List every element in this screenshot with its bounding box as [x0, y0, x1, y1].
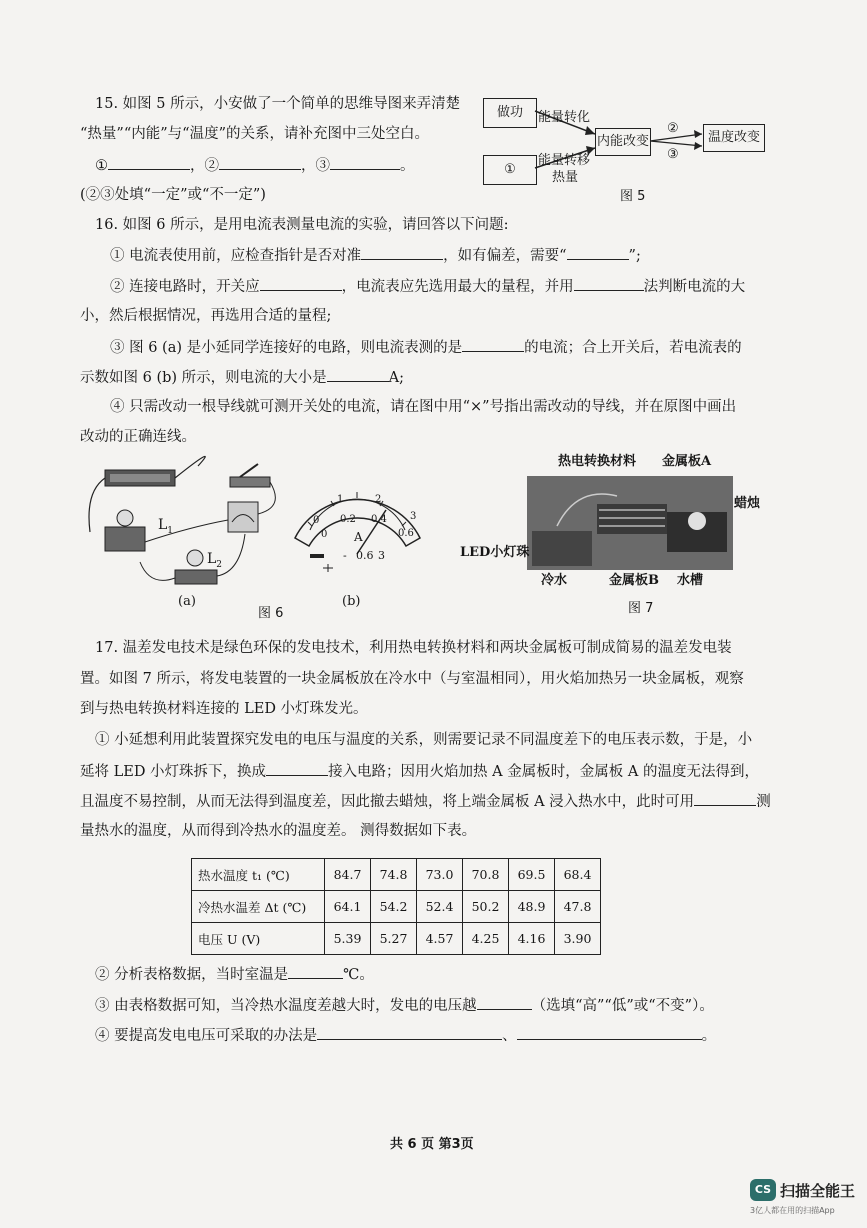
meter-unit: A — [354, 530, 363, 544]
q17-p1-text2: 接入电路；因用火焰加热 A 金属板时，金属板 A 的温度无法得到， — [328, 764, 759, 780]
table-cell: 4.16 — [509, 923, 555, 955]
table-row-label: 冷热水温差 Δt (℃) — [192, 891, 325, 923]
figure6-caption: 图 6 — [258, 606, 284, 621]
meter-bottom-02: 0.2 — [340, 514, 356, 525]
answer-blank[interactable] — [330, 155, 400, 170]
table-cell: 5.39 — [325, 923, 371, 955]
answer-blank[interactable] — [567, 245, 629, 260]
q17-part1: ① 小延想利用此装置探究发电的电压与温度的关系，则需要记录不同温度差下的电压表示数，于是，小 — [95, 732, 753, 748]
watermark-name: 扫描全能王 — [780, 1182, 856, 1200]
answer-blank[interactable] — [477, 995, 532, 1010]
q16-part2 — [110, 276, 745, 297]
table-cell: 73.0 — [417, 859, 463, 891]
q16-part3-cont — [80, 367, 404, 388]
watermark-sub: 3亿人都在用的扫描App — [750, 1206, 835, 1215]
label-L2: $L_2$ — [207, 551, 223, 570]
data-table — [191, 858, 601, 955]
table-row — [192, 891, 601, 923]
label-candle: 蜡烛 — [734, 496, 761, 511]
q17-p2-text: ② 分析表格数据，当时室温是 — [95, 967, 289, 983]
terminal-3: 3 — [378, 549, 385, 562]
answer-blank[interactable] — [517, 1025, 702, 1040]
box-blank1: ① — [483, 155, 537, 185]
answer-blank[interactable] — [266, 761, 328, 776]
table-cell: 84.7 — [325, 859, 371, 891]
label-reliang: 热量 — [552, 170, 579, 185]
q16-part1 — [110, 245, 641, 266]
answer-blank[interactable] — [288, 964, 343, 979]
box-wendu: 温度改变 — [703, 124, 765, 152]
table-cell: 70.8 — [463, 859, 509, 891]
meter-top-0: 0 — [313, 515, 320, 526]
q16-p3-text2: 的电流；合上开关后，若电流表的 — [524, 340, 742, 356]
q17-part1-cont3: 量热水的温度，从而得到冷热水的温度差。 测得数据如下表。 — [80, 823, 477, 839]
page-footer: 共 6 页 第3页 — [390, 1137, 474, 1152]
q16-part4: ④ 只需改动一根导线就可测开关处的电流，请在图中用“×”号指出需改动的导线，并在原图中画出 — [110, 399, 737, 415]
q17-part1-cont — [80, 761, 759, 782]
terminal-06: 0.6 — [356, 549, 374, 562]
label-b: (b) — [342, 594, 361, 609]
scanner-watermark — [746, 1175, 856, 1219]
figure5-caption: 图 5 — [620, 189, 646, 204]
q17-line1: 17. 温差发电技术是绿色环保的发电技术，利用热电转换材料和两块金属板可制成简易的温差发电装 — [95, 640, 732, 656]
meter-bottom-06: 0.6 — [398, 528, 414, 539]
answer-blank[interactable] — [361, 245, 443, 260]
q15-blank2-label: ，② — [190, 158, 219, 174]
box-zuogong: 做功 — [483, 98, 537, 128]
box-neineng: 内能改变 — [595, 128, 651, 156]
q17-line2: 置。如图 7 所示，将发电装置的一块金属板放在冷水中（与室温相同），用火焰加热另一块金属板，观察 — [80, 671, 744, 687]
q17-p4-sep: 、 — [502, 1028, 517, 1044]
label-zhuanhua: 能量转化 — [538, 110, 591, 125]
figure7-caption: 图 7 — [628, 601, 654, 616]
table-cell: 74.8 — [371, 859, 417, 891]
q15-blank3-label: ，③ — [301, 158, 330, 174]
meter-top-3: 3 — [410, 511, 417, 522]
table-cell: 4.25 — [463, 923, 509, 955]
q16-p2-text3: 法判断电流的大 — [643, 279, 746, 295]
thermoelectric-photo — [527, 476, 733, 570]
q17-p3-text: ③ 由表格数据可知，当冷热水温度差越大时，发电的电压越 — [95, 998, 477, 1014]
meter-bottom-0: 0 — [321, 529, 328, 540]
q16-part3 — [110, 337, 742, 358]
table-cell: 47.8 — [555, 891, 601, 923]
q15-blank1-label: ① — [95, 158, 108, 174]
label-circle3: ③ — [667, 147, 679, 162]
q16-p1-end: ”; — [628, 248, 641, 264]
q16-p3-text: ③ 图 6 (a) 是小延同学连接好的电路，则电流表测的是 — [110, 340, 463, 356]
table-cell: 64.1 — [325, 891, 371, 923]
label-tank: 水槽 — [677, 573, 704, 588]
label-plateB: 金属板B — [609, 573, 659, 588]
q16-p2-text2: ，电流表应先选用最大的量程，并用 — [341, 279, 574, 295]
table-row — [192, 923, 601, 955]
q17-p2-end: ℃。 — [343, 967, 374, 983]
meter-top-2: 2 — [375, 494, 382, 505]
answer-blank[interactable] — [462, 337, 524, 352]
table-cell: 52.4 — [417, 891, 463, 923]
q16-p1-text2: ，如有偏差，需要“ — [443, 248, 567, 264]
q17-line3: 到与热电转换材料连接的 LED 小灯珠发光。 — [80, 701, 368, 717]
label-led: LED小灯珠 — [460, 545, 530, 560]
label-cold: 冷水 — [541, 573, 568, 588]
q17-p4-end: 。 — [701, 1028, 717, 1044]
table-cell: 50.2 — [463, 891, 509, 923]
q17-part2 — [95, 964, 374, 985]
q16-p3-end: A; — [388, 370, 405, 386]
table-cell: 48.9 — [509, 891, 555, 923]
label-a: (a) — [178, 594, 196, 609]
label-material: 热电转换材料 — [558, 454, 637, 469]
table-cell: 54.2 — [371, 891, 417, 923]
q15-note: (②③处填“一定”或“不一定”) — [80, 187, 266, 203]
table-cell: 68.4 — [555, 859, 601, 891]
q16-p3-text3: 示数如图 6 (b) 所示，则电流的大小是 — [80, 370, 327, 386]
q17-p3-end: （选填“高”“低”或“不变”）。 — [531, 998, 714, 1014]
q17-p1-text3: 且温度不易控制，从而无法得到温度差，因此撤去蜡烛，将上端金属板 A 浸入热水中，此时可用 — [80, 794, 695, 810]
answer-blank[interactable] — [108, 155, 190, 170]
q17-p4-text: ④ 要提高发电电压可采取的办法是 — [95, 1028, 318, 1044]
table-cell: 69.5 — [509, 859, 555, 891]
q17-part4 — [95, 1025, 716, 1046]
answer-blank[interactable] — [574, 276, 644, 291]
q17-p1-text: 延将 LED 小灯珠拆下，换成 — [80, 764, 267, 780]
table-row-label: 热水温度 t₁ (℃) — [192, 859, 325, 891]
circuit-drawing[interactable] — [80, 452, 300, 602]
q15-blanks — [95, 155, 415, 176]
q17-p1-text4: 测 — [756, 794, 771, 810]
q16-part4-cont: 改动的正确连线。 — [80, 429, 196, 445]
label-plateA: 金属板A — [662, 454, 712, 469]
photo-content — [527, 476, 733, 570]
q16-p1-text: ① 电流表使用前，应检查指针是否对准 — [110, 248, 362, 264]
terminal-minus: - — [343, 549, 347, 562]
table-cell: 3.90 — [555, 923, 601, 955]
q16-line1: 16. 如图 6 所示，是用电流表测量电流的实验，请回答以下问题: — [95, 217, 509, 233]
answer-blank[interactable] — [694, 791, 756, 806]
meter-bottom-04: 0.4 — [371, 514, 387, 525]
table-cell: 5.27 — [371, 923, 417, 955]
q16-part2-cont: 小，然后根据情况，再选用合适的量程; — [80, 308, 332, 324]
answer-blank[interactable] — [219, 155, 301, 170]
table-row-label: 电压 U (V) — [192, 923, 325, 955]
q15-line2: “热量”“内能”与“温度”的关系，请补充图中三处空白。 — [80, 126, 429, 142]
q17-part3 — [95, 995, 714, 1016]
table-cell: 4.57 — [417, 923, 463, 955]
q16-p2-text: ② 连接电路时，开关应 — [110, 279, 260, 295]
q17-part1-cont2 — [80, 791, 771, 812]
answer-blank[interactable] — [327, 367, 389, 382]
label-circle2: ② — [667, 121, 679, 136]
answer-blank[interactable] — [260, 276, 342, 291]
meter-top-1: 1 — [337, 494, 344, 505]
q15-line1: 15. 如图 5 所示，小安做了一个简单的思维导图来弄清楚 — [95, 96, 461, 112]
answer-blank[interactable] — [317, 1025, 502, 1040]
q15-end: 。 — [400, 158, 415, 174]
label-zhuanyi: 能量转移 — [538, 153, 591, 168]
label-L1: $L_1$ — [158, 517, 174, 536]
camscanner-icon: CS — [750, 1179, 776, 1201]
table-row — [192, 859, 601, 891]
